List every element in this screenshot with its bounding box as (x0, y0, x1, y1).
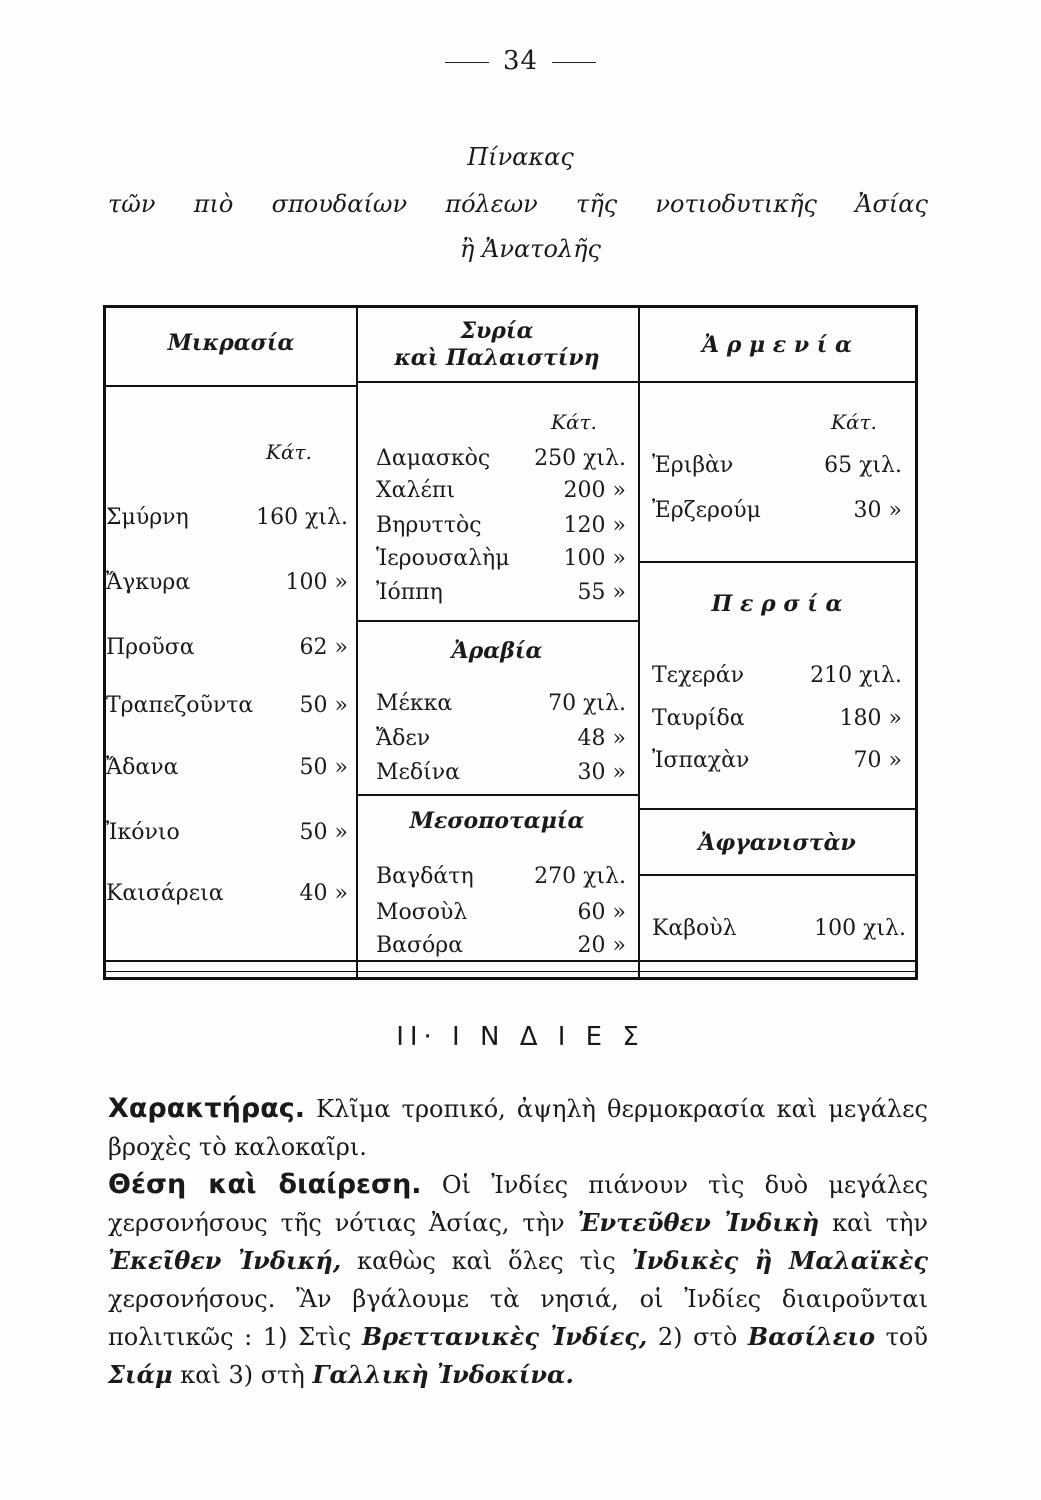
table-row: Τραπεζοῦντα 50 » (106, 693, 348, 718)
table-row: Προῦσα 62 » (106, 635, 348, 660)
table-row: Ἰκόνιο 50 » (106, 820, 348, 845)
table-row: Ἰσπαχὰν 70 » (652, 748, 902, 773)
table-row: Ταυρίδα 180 » (652, 706, 902, 731)
table-row: Καισάρεια 40 » (106, 881, 348, 906)
section-title: ΙΙ· Ι Ν Δ Ι Ε Σ (396, 1022, 645, 1052)
table-caption-line3: ἢ Ἀνατολῆς (460, 235, 601, 263)
afghanistan-header: Ἀφγανιστὰν (698, 830, 856, 856)
persia-header: Π ε ρ σ ί α (711, 591, 843, 617)
table-row: Ἐριβὰν 65 χιλ. (652, 453, 902, 478)
table-row: Βαγδάτη 270 χιλ. (376, 864, 626, 889)
paragraph-character: Χαρακτήρας. Κλῖμα τροπικό, ἀψηλὴ θερμοκρασία καὶ μεγάλες βροχὲς τὸ καλοκαῖρι. (108, 1093, 928, 1161)
table-row: Ἄδεν 48 » (376, 726, 626, 751)
col2-header-line1: Συρία (460, 318, 534, 344)
col1-unit: Κάτ. (266, 440, 312, 464)
table-caption-title: Πίνακας (467, 143, 574, 171)
col2-unit: Κάτ. (551, 410, 597, 434)
table-row: Δαμασκὸς 250 χιλ. (376, 446, 626, 471)
table-row: Μεδίνα 30 » (376, 760, 626, 785)
paragraph-position: Θέση καὶ διαίρεση. Οἱ Ἰνδίες πιάνουν τὶς δυὸ μεγάλες χερσονήσους τῆς νότιας Ἀσίας, τὴν Ἐντεῦθεν Ἰνδικὴ καὶ τὴν Ἐκεῖθεν Ἰνδική, καθὼς καὶ ὅλες τὶς Ἰνδικὲς ἢ Μαλαϊκὲς χερσονήσους. Ἂν βγάλουμε τὰ νησιά, οἱ Ἰνδίες διαιροῦνται πολιτικῶς : 1) Στὶς Βρεττανικὲς Ἰνδίες, 2) στὸ Βασίλειο τοῦ Σιάμ καὶ 3) στὴ Γαλλικὴ Ἰνδοκίνα. (108, 1169, 929, 1389)
table-row: Ἄγκυρα 100 » (106, 570, 348, 595)
table-row: Σμύρνη 160 χιλ. (106, 505, 348, 530)
table-row: Τεχεράν 210 χιλ. (652, 663, 902, 688)
table-row: Βασόρα 20 » (376, 933, 626, 958)
mesopotamia-header: Μεσοποταμία (409, 808, 585, 834)
armenia-header: Ἀ ρ μ ε ν ί α (702, 332, 852, 358)
table-row: Ἐρζερούμ 30 » (652, 498, 902, 523)
table-row: Ἄδανα 50 » (106, 755, 348, 780)
table-row: Καβοὺλ 100 χιλ. (652, 916, 906, 941)
col3-unit: Κάτ. (831, 410, 877, 434)
col2-header-line2: καὶ Παλαιστίνη (394, 345, 600, 371)
col1-header: Μικρασία (167, 330, 295, 356)
page-number: 34 (0, 46, 1041, 76)
table-row: Ἰόππη 55 » (376, 580, 626, 605)
table-row: Μέκκα 70 χιλ. (376, 691, 626, 716)
table-row: Μοσοὺλ 60 » (376, 900, 626, 925)
table-caption-line2: τῶν πιὸ σπουδαίων πόλεων τῆς νοτιοδυτικῆς Ἀσίας (108, 190, 928, 218)
arabia-header: Ἀραβία (451, 638, 543, 664)
table-row: Ἱερουσαλὴμ 100 » (376, 546, 626, 571)
table-row: Βηρυττὸς 120 » (376, 513, 626, 538)
cities-table (103, 305, 918, 980)
table-row: Χαλέπι 200 » (376, 478, 626, 503)
